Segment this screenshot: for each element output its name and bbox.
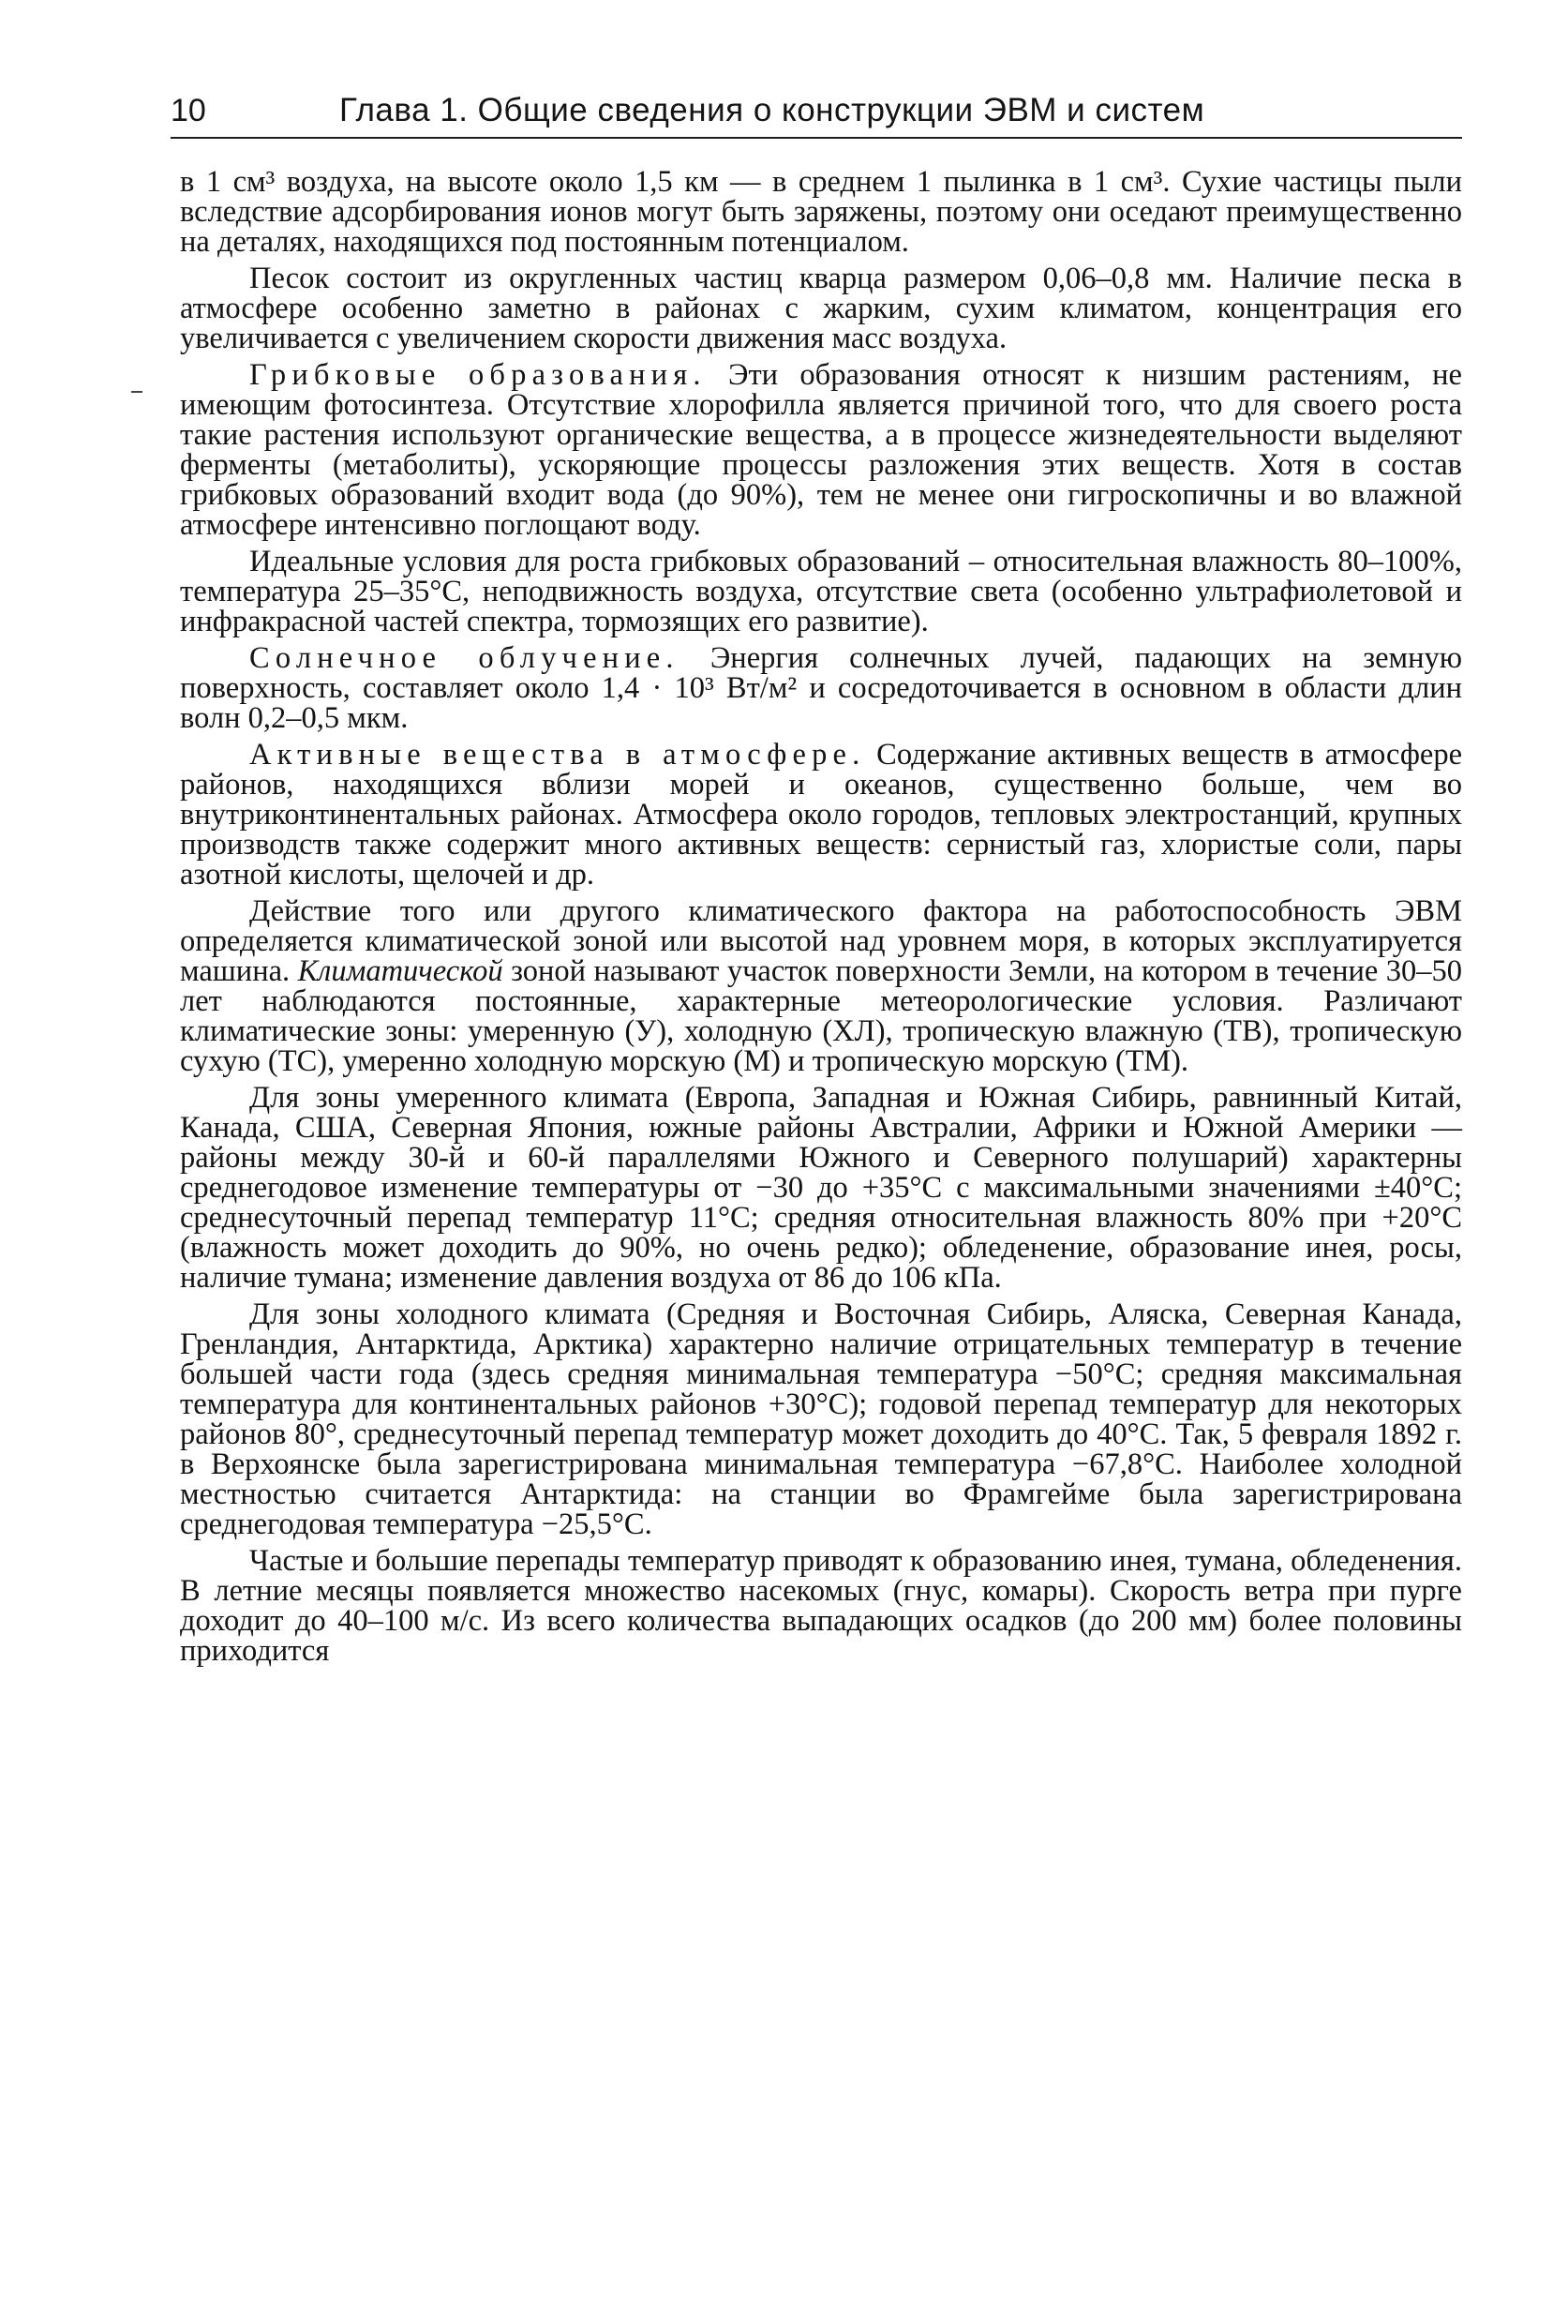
active-substances-text: Содержание активных веществ в атмосфере районов, находящихся вблизи морей и океанов, существенно больше, чем во внутриконтинентальных районах. Атмосфера около городов, тепловых электростанций, крупных производств также содержит много активных веществ: сернистый газ, хлористые соли, пары азотной кислоты, щелочей и др. bbox=[180, 738, 1462, 892]
paragraph-sand: Песок состоит из округленных частиц кварца размером 0,06–0,8 мм. Наличие песка в атмосфере особенно заметно в районах с жарким, сухим климатом, концентрация его увеличивается с увеличением скорости движения масс воздуха. bbox=[180, 262, 1462, 355]
paragraph-climatic-zones bbox=[180, 896, 1462, 1076]
paragraph-cold-zone: Для зоны холодного климата (Средняя и Восточная Сибирь, Аляска, Северная Канада, Гренландия, Антарктида, Арктика) характерно наличие отрицательных температур в течение большей части года (здесь средняя минимальная температура −50°С; средняя максимальная температура для континентальных районов +30°С); годовой перепад температур для некоторых районов 80°, среднесуточный перепад температур может доходить до 40°С. Так, 5 февраля 1892 г. в Верхоянске была зарегистрирована минимальная температура −67,8°С. Наиболее холодной местностью считается Антарктида: на станции во Фрамгейме была зарегистрирована среднегодовая температура −25,5°С. bbox=[180, 1297, 1462, 1541]
paragraph-active-substances bbox=[180, 740, 1462, 890]
climatic-term: Климатической bbox=[297, 954, 503, 988]
paragraph-ideal-conditions: Идеальные условия для роста грибковых образований – относительная влажность 80–100%, температура 25–35°С, неподвижность воздуха, отсутствие света (особенно ультрафиолетовой и инфракрасной частей спектра, тормозящих его развитие). bbox=[180, 545, 1462, 638]
solar-radiation-heading: Солнечное облучение. bbox=[249, 641, 679, 675]
solar-radiation-text: Энергия солнечных лучей, падающих на земную поверхность, составляет около 1,4 · 10³ Вт/м² и сосредоточивается в основном в области длин волн 0,2–0,5 мкм. bbox=[180, 641, 1462, 735]
active-substances-heading: Активные вещества в атмосфере. bbox=[249, 738, 866, 772]
margin-mark bbox=[131, 391, 142, 393]
paragraph-solar-radiation bbox=[180, 643, 1462, 733]
climatic-zones-text-a: Действие того или другого климатического фактора на работоспособность ЭВМ определяется климатической зоной или высотой над уровнем моря, в которых эксплуатируется машина. bbox=[180, 894, 1462, 988]
running-head: Глава 1. Общие сведения о конструкции ЭВМ и систем bbox=[339, 92, 1205, 128]
paragraph-dust-continuation: в 1 см³ воздуха, на высоте около 1,5 км — в среднем 1 пылинка в 1 см³. Сухие частицы пыли вследствие адсорбирования ионов могут быть заряжены, поэтому они оседают преимущественно на деталях, находящихся под постоянным потенциалом. bbox=[180, 165, 1462, 259]
page-number: 10 bbox=[171, 93, 206, 128]
paragraph-temperate-zone: Для зоны умеренного климата (Европа, Западная и Южная Сибирь, равнинный Китай, Канада, США, Северная Япония, южные районы Австралии, Африки и Южной Америки — районы между 30-й и 60-й параллелями Южного и Северного полушарий) характерны среднегодовое изменение температуры от −30 до +35°С с максимальными значениями ±40°С; среднесуточный перепад температур 11°С; средняя относительная влажность 80% при +20°С (влажность может доходить до 90%, но очень редко); обледенение, образование инея, росы, наличие тумана; изменение давления воздуха от 86 до 106 кПа. bbox=[180, 1081, 1462, 1295]
climatic-zones-text-b: зоной называют участок поверхности Земли, на котором в течение 30–50 лет наблюдаются постоянные, характерные метеорологические условия. Различают климатические зоны: умеренную (У), холодную (ХЛ), тропическую влажную (ТВ), тропическую сухую (ТС), умеренно холодную морскую (М) и тропическую морскую (ТМ). bbox=[180, 954, 1462, 1078]
fungal-growths-text: Эти образования относят к низшим растениям, не имеющим фотосинтеза. Отсутствие хлорофилла является причиной того, что для своего роста такие растения используют органические вещества, а в процессе жизнедеятельности выделяют ферменты (метаболиты), ускоряющие процессы разложения этих веществ. Хотя в состав грибковых образований входит вода (до 90%), тем не менее они гигроскопичны и во влажной атмосфере интенсивно поглощают воду. bbox=[180, 358, 1462, 542]
fungal-growths-heading: Грибковые образования. bbox=[249, 358, 707, 392]
page-header bbox=[171, 90, 1462, 139]
paragraph-fungal-growths bbox=[180, 360, 1462, 540]
body-text bbox=[180, 167, 1462, 1672]
paragraph-temperature-drops: Частые и большие перепады температур приводят к образованию инея, тумана, обледенения. В летние месяцы появляется множество насекомых (гнус, комары). Скорость ветра при пурге доходит до 40–100 м/с. Из всего количества выпадающих осадков (до 200 мм) более половины приходится bbox=[180, 1544, 1462, 1668]
